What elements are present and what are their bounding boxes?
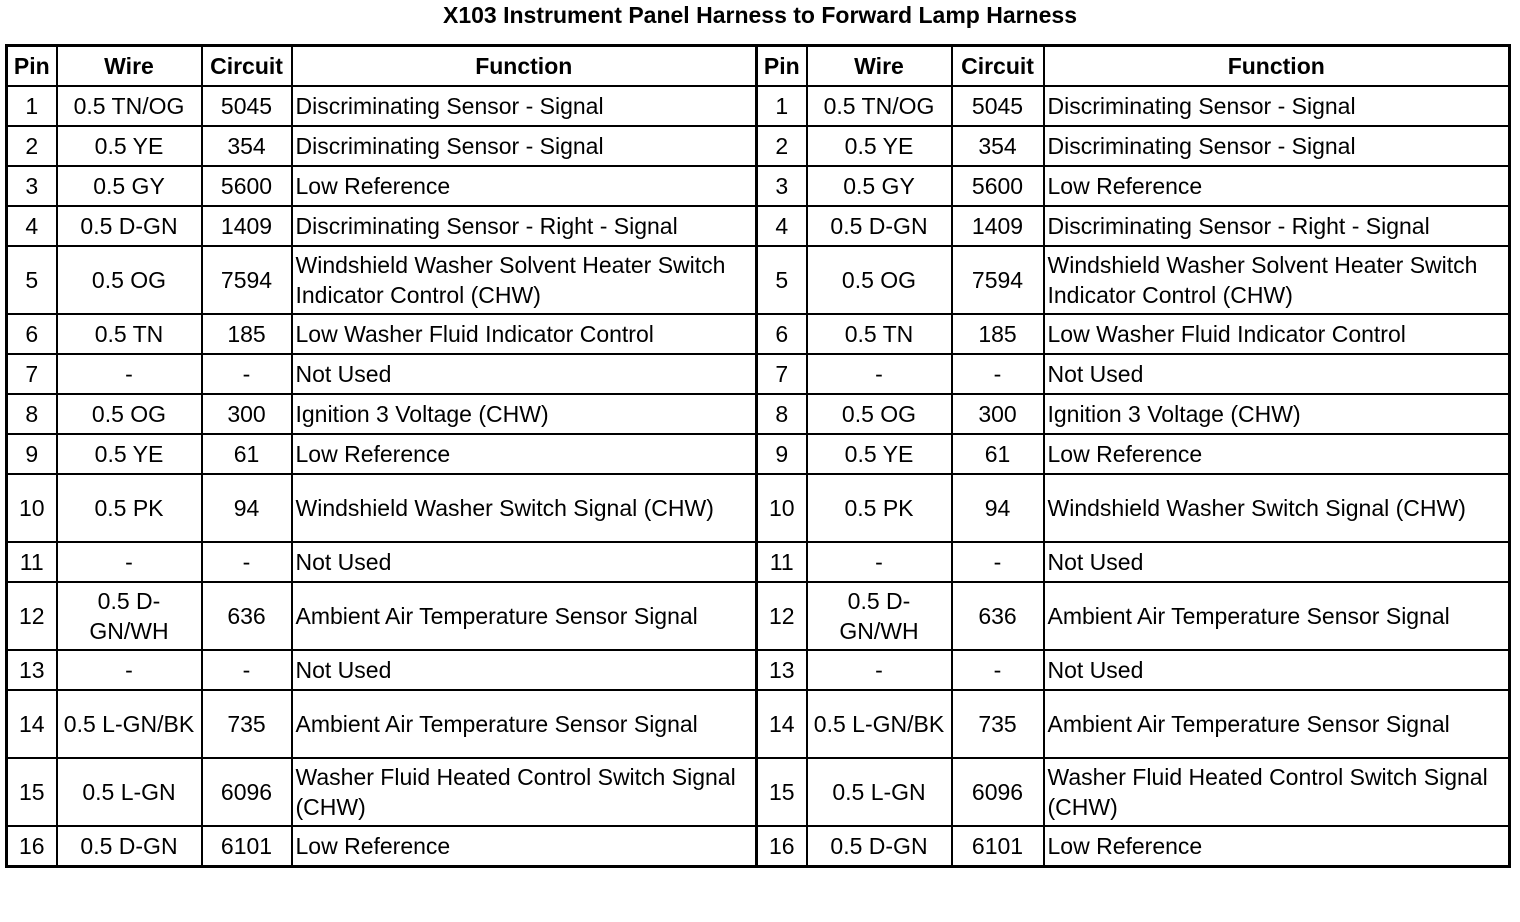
wire-cell: 0.5 GY — [807, 166, 952, 206]
wire-cell: 0.5 L-GN — [807, 758, 952, 826]
pin-header: Pin — [757, 46, 807, 87]
table-row — [7, 86, 1510, 126]
table-row — [7, 758, 1510, 826]
wire-cell: - — [807, 650, 952, 690]
table-row — [7, 542, 1510, 582]
wire-cell: 0.5 L-GN/BK — [807, 690, 952, 758]
circuit-cell: 6101 — [202, 826, 292, 867]
function-header: Function — [292, 46, 757, 87]
wire-header: Wire — [807, 46, 952, 87]
circuit-header: Circuit — [202, 46, 292, 87]
wire-cell: 0.5 YE — [807, 434, 952, 474]
circuit-cell: 5045 — [952, 86, 1044, 126]
circuit-cell: 735 — [952, 690, 1044, 758]
wire-header: Wire — [57, 46, 202, 87]
function-cell: Ambient Air Temperature Sensor Signal — [292, 582, 757, 650]
pin-cell: 15 — [757, 758, 807, 826]
wire-cell: 0.5 OG — [807, 246, 952, 314]
wire-cell: 0.5 D-GN/WH — [57, 582, 202, 650]
wire-cell: 0.5 D-GN — [807, 826, 952, 867]
function-cell: Low Reference — [1044, 166, 1510, 206]
function-cell: Not Used — [292, 650, 757, 690]
pin-cell: 15 — [7, 758, 57, 826]
table-row — [7, 474, 1510, 542]
circuit-cell: 61 — [952, 434, 1044, 474]
pin-cell: 9 — [757, 434, 807, 474]
pin-cell: 13 — [757, 650, 807, 690]
pin-cell: 10 — [757, 474, 807, 542]
pin-cell: 11 — [7, 542, 57, 582]
pin-cell: 11 — [757, 542, 807, 582]
function-cell: Windshield Washer Switch Signal (CHW) — [1044, 474, 1510, 542]
pin-cell: 5 — [757, 246, 807, 314]
circuit-cell: 5600 — [202, 166, 292, 206]
pin-cell: 7 — [757, 354, 807, 394]
wire-cell: 0.5 L-GN/BK — [57, 690, 202, 758]
function-cell: Discriminating Sensor - Right - Signal — [1044, 206, 1510, 246]
pin-cell: 6 — [757, 314, 807, 354]
table-row — [7, 166, 1510, 206]
wire-cell: 0.5 YE — [57, 434, 202, 474]
function-cell: Ambient Air Temperature Sensor Signal — [292, 690, 757, 758]
function-cell: Not Used — [1044, 650, 1510, 690]
connector-pinout-table — [5, 44, 1511, 868]
wire-cell: 0.5 OG — [57, 394, 202, 434]
function-cell: Discriminating Sensor - Signal — [1044, 86, 1510, 126]
table-row — [7, 394, 1510, 434]
circuit-cell: 7594 — [952, 246, 1044, 314]
circuit-cell: 5045 — [202, 86, 292, 126]
table-row — [7, 650, 1510, 690]
circuit-cell: 6101 — [952, 826, 1044, 867]
table-row — [7, 126, 1510, 166]
circuit-cell: 1409 — [952, 206, 1044, 246]
pin-cell: 12 — [757, 582, 807, 650]
pin-cell: 8 — [7, 394, 57, 434]
table-row — [7, 314, 1510, 354]
function-cell: Ambient Air Temperature Sensor Signal — [1044, 690, 1510, 758]
pin-cell: 9 — [7, 434, 57, 474]
wire-cell: 0.5 PK — [57, 474, 202, 542]
table-row — [7, 582, 1510, 650]
pin-cell: 14 — [757, 690, 807, 758]
circuit-cell: 6096 — [952, 758, 1044, 826]
circuit-cell: - — [952, 354, 1044, 394]
function-cell: Not Used — [292, 354, 757, 394]
circuit-cell: 185 — [202, 314, 292, 354]
function-cell: Windshield Washer Solvent Heater Switch Indicator Control (CHW) — [292, 246, 757, 314]
pin-cell: 4 — [7, 206, 57, 246]
wire-cell: 0.5 YE — [807, 126, 952, 166]
function-cell: Discriminating Sensor - Signal — [292, 126, 757, 166]
function-cell: Not Used — [292, 542, 757, 582]
pin-cell: 2 — [7, 126, 57, 166]
function-cell: Windshield Washer Solvent Heater Switch Indicator Control (CHW) — [1044, 246, 1510, 314]
table-row — [7, 690, 1510, 758]
function-cell: Discriminating Sensor - Right - Signal — [292, 206, 757, 246]
circuit-cell: - — [952, 650, 1044, 690]
wire-cell: - — [807, 354, 952, 394]
function-cell: Low Reference — [292, 826, 757, 867]
pin-cell: 8 — [757, 394, 807, 434]
circuit-cell: 94 — [952, 474, 1044, 542]
pin-cell: 14 — [7, 690, 57, 758]
table-row — [7, 434, 1510, 474]
wire-cell: 0.5 D-GN — [57, 206, 202, 246]
table-row — [7, 354, 1510, 394]
table-row — [7, 206, 1510, 246]
wire-cell: 0.5 L-GN — [57, 758, 202, 826]
pin-cell: 6 — [7, 314, 57, 354]
circuit-cell: - — [202, 354, 292, 394]
circuit-cell: 636 — [952, 582, 1044, 650]
circuit-cell: 354 — [202, 126, 292, 166]
circuit-cell: 5600 — [952, 166, 1044, 206]
pin-cell: 3 — [757, 166, 807, 206]
circuit-cell: 61 — [202, 434, 292, 474]
pin-cell: 2 — [757, 126, 807, 166]
wire-cell: 0.5 D-GN/WH — [807, 582, 952, 650]
circuit-cell: 6096 — [202, 758, 292, 826]
function-cell: Ambient Air Temperature Sensor Signal — [1044, 582, 1510, 650]
table-row — [7, 246, 1510, 314]
pin-cell: 5 — [7, 246, 57, 314]
pin-cell: 10 — [7, 474, 57, 542]
wire-cell: 0.5 TN/OG — [807, 86, 952, 126]
wire-cell: - — [807, 542, 952, 582]
pin-cell: 1 — [757, 86, 807, 126]
pin-cell: 16 — [757, 826, 807, 867]
function-cell: Discriminating Sensor - Signal — [1044, 126, 1510, 166]
function-cell: Not Used — [1044, 542, 1510, 582]
circuit-header: Circuit — [952, 46, 1044, 87]
wire-cell: 0.5 TN/OG — [57, 86, 202, 126]
function-cell: Discriminating Sensor - Signal — [292, 86, 757, 126]
wire-cell: 0.5 OG — [57, 246, 202, 314]
wire-cell: 0.5 D-GN — [807, 206, 952, 246]
wire-cell: 0.5 PK — [807, 474, 952, 542]
wire-cell: 0.5 TN — [807, 314, 952, 354]
pin-cell: 3 — [7, 166, 57, 206]
function-cell: Ignition 3 Voltage (CHW) — [1044, 394, 1510, 434]
circuit-cell: 354 — [952, 126, 1044, 166]
function-cell: Low Washer Fluid Indicator Control — [1044, 314, 1510, 354]
function-cell: Ignition 3 Voltage (CHW) — [292, 394, 757, 434]
function-cell: Low Reference — [1044, 434, 1510, 474]
circuit-cell: - — [202, 650, 292, 690]
circuit-cell: 185 — [952, 314, 1044, 354]
wire-cell: 0.5 OG — [807, 394, 952, 434]
wire-cell: - — [57, 650, 202, 690]
function-cell: Windshield Washer Switch Signal (CHW) — [292, 474, 757, 542]
pin-cell: 12 — [7, 582, 57, 650]
wire-cell: - — [57, 542, 202, 582]
circuit-cell: 94 — [202, 474, 292, 542]
function-cell: Low Reference — [292, 166, 757, 206]
wire-cell: - — [57, 354, 202, 394]
function-cell: Washer Fluid Heated Control Switch Signal (CHW) — [292, 758, 757, 826]
page-title: X103 Instrument Panel Harness to Forward Lamp Harness — [443, 2, 1077, 28]
pin-header: Pin — [7, 46, 57, 87]
function-header: Function — [1044, 46, 1510, 87]
circuit-cell: - — [202, 542, 292, 582]
function-cell: Low Reference — [292, 434, 757, 474]
circuit-cell: 735 — [202, 690, 292, 758]
circuit-cell: 1409 — [202, 206, 292, 246]
pin-cell: 1 — [7, 86, 57, 126]
wire-cell: 0.5 GY — [57, 166, 202, 206]
circuit-cell: 300 — [202, 394, 292, 434]
wire-cell: 0.5 TN — [57, 314, 202, 354]
circuit-cell: 636 — [202, 582, 292, 650]
pin-cell: 7 — [7, 354, 57, 394]
wire-cell: 0.5 YE — [57, 126, 202, 166]
function-cell: Not Used — [1044, 354, 1510, 394]
wire-cell: 0.5 D-GN — [57, 826, 202, 867]
circuit-cell: 300 — [952, 394, 1044, 434]
circuit-cell: 7594 — [202, 246, 292, 314]
table-row — [7, 826, 1510, 867]
pin-cell: 13 — [7, 650, 57, 690]
pin-cell: 4 — [757, 206, 807, 246]
circuit-cell: - — [952, 542, 1044, 582]
function-cell: Washer Fluid Heated Control Switch Signal (CHW) — [1044, 758, 1510, 826]
table-header-row — [7, 46, 1510, 87]
function-cell: Low Washer Fluid Indicator Control — [292, 314, 757, 354]
pin-cell: 16 — [7, 826, 57, 867]
function-cell: Low Reference — [1044, 826, 1510, 867]
